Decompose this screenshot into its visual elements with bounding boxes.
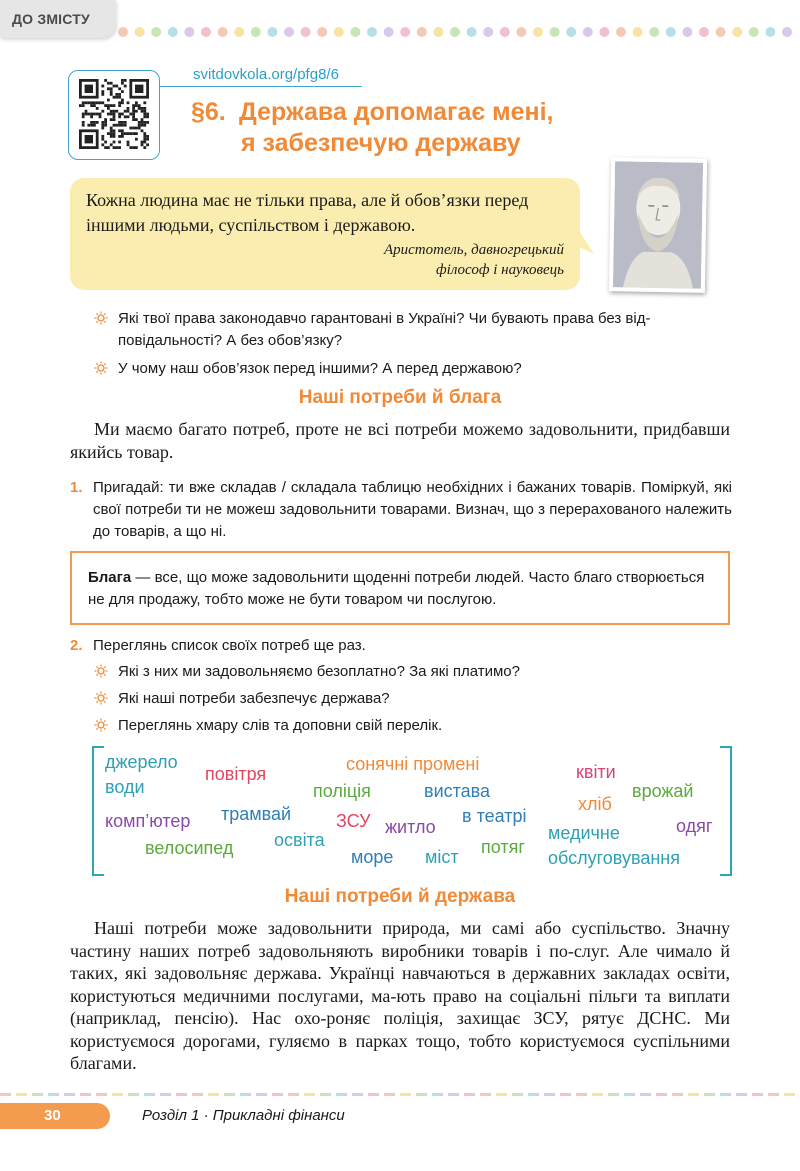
- sun-icon: [94, 311, 108, 325]
- list-item: [94, 661, 734, 683]
- paragraph-text: Ми маємо багато потреб, проте не всі потреби можемо задовольнити, придбавши якийсь товар.: [70, 419, 730, 462]
- sun-icon: [94, 718, 108, 732]
- title-line-1: Держава допомагає мені,: [239, 98, 554, 126]
- list-item: [94, 358, 734, 380]
- chapter-title: Розділ 1 · Прикладні фінанси: [142, 1107, 345, 1124]
- cloud-word: ЗСУ: [336, 811, 371, 831]
- list-item: [94, 308, 734, 352]
- cloud-word: квіти: [576, 762, 616, 782]
- needs-paragraph: [70, 418, 730, 463]
- section-number: §6.: [191, 98, 226, 126]
- definition-body: — все, що може задовольнити щоденні потреби людей. Часто благо створюється не для продажу, тобто може не бути товаром чи послугою.: [88, 569, 705, 608]
- cloud-word: медичне: [548, 823, 620, 843]
- url-underline: [160, 86, 362, 87]
- cloud-word: трамвай: [221, 804, 292, 824]
- cloud-word: вистава: [424, 781, 491, 801]
- section-heading-needs-goods: Наші потреби й блага: [298, 387, 502, 408]
- section-heading-needs-state: Наші потреби й держава: [284, 886, 516, 907]
- intro-questions: [94, 308, 734, 380]
- decorative-dashes: [0, 1093, 800, 1097]
- list-item: [94, 715, 734, 737]
- aristotle-portrait: [609, 157, 707, 293]
- task-number: 1.: [70, 479, 83, 496]
- task-2-bullets: [94, 661, 734, 737]
- cloud-word: комп’ютер: [105, 811, 191, 831]
- task-1: [70, 477, 732, 543]
- list-item: [94, 688, 734, 710]
- task-2: [70, 635, 732, 657]
- cloud-word: житло: [385, 817, 436, 837]
- task-text: Пригадай: ти вже складав / складала таблицю необхідних і бажаних товарів. Поміркуй, які свої потреби ти не можеш задовольнити товарами. Визнач, що з перерахованого належить до товарів, а що ні.: [93, 479, 732, 540]
- task-number: 2.: [70, 637, 83, 654]
- question-text: У чому наш обов’язок перед іншими? А перед державою?: [118, 360, 522, 377]
- bullet-text: Які з них ми задовольняємо безоплатно? За які платимо?: [118, 663, 520, 680]
- definition-box: [70, 551, 730, 625]
- word-cloud: [92, 746, 732, 874]
- qr-code-icon: [79, 79, 149, 149]
- cloud-word: міст: [425, 847, 459, 867]
- quote-author-line-2: філософ і науковець: [436, 262, 564, 278]
- section-title: [191, 97, 554, 159]
- cloud-word: хліб: [578, 794, 612, 814]
- decorative-dots: [118, 26, 798, 38]
- cloud-word: море: [351, 847, 394, 867]
- quote-author-line-1: Аристотель, давногрецький: [383, 242, 564, 258]
- quote-tail: [576, 226, 596, 260]
- quote-text: Кожна людина має не тільки права, але й обов’язки перед іншими людьми, суспільством і державою.: [86, 190, 529, 235]
- bust-image: [613, 161, 703, 289]
- cloud-word: в театрі: [462, 806, 527, 826]
- cloud-word: джерело: [105, 752, 178, 772]
- cloud-word: повітря: [205, 764, 267, 784]
- cloud-word: одяг: [676, 816, 713, 836]
- sun-icon: [94, 664, 108, 678]
- page-number: 30: [44, 1107, 61, 1124]
- toc-label: ДО ЗМІСТУ: [12, 11, 90, 27]
- state-paragraph: [70, 917, 730, 1075]
- question-text: Які твої права законодавчо гарантовані в Україні? Чи бувають права без від-повідальності? А без обов’язку?: [118, 310, 651, 349]
- table-of-contents-button[interactable]: [0, 0, 116, 38]
- quote-author: [300, 240, 564, 280]
- page-number-badge: [0, 1103, 110, 1129]
- cloud-word: велосипед: [145, 838, 234, 858]
- cloud-word: обслуговування: [548, 848, 680, 868]
- bullet-text: Переглянь хмару слів та доповни свій перелік.: [118, 717, 443, 734]
- right-bracket: [720, 746, 732, 876]
- paragraph-text: Наші потреби може задовольнити природа, ми самі або суспільство. Значну частину наших потреб задовольняють виробники товарів і по-слуг. Але чимало й таких, які задовольняє держава. Українці навчаються в державних закладах освіти, користуються медичними послугами, ма-ють право на соціальні пільги та виплати (наприклад, пенсію). Нас охо-роняє поліція, захищає ЗСУ, рятує ДСНС. Ми користуємося дорогами, гуляємо в парках тощо, тобто користуємося суспільними благами.: [70, 918, 730, 1073]
- cloud-word: води: [105, 777, 145, 797]
- task-text: Переглянь список своїх потреб ще раз.: [93, 637, 366, 654]
- sun-icon: [94, 361, 108, 375]
- cloud-word: сонячні промені: [346, 754, 480, 774]
- section-url-link[interactable]: svitdovkola.org/pfg8/6: [193, 66, 339, 83]
- left-bracket: [92, 746, 104, 876]
- definition-text: [88, 567, 710, 611]
- definition-term: Блага: [88, 569, 132, 586]
- qr-code[interactable]: [68, 70, 160, 160]
- title-line-2: я забезпечую державу: [241, 129, 521, 157]
- cloud-word: потяг: [481, 837, 525, 857]
- cloud-word: освіта: [274, 830, 325, 850]
- cloud-word: поліція: [313, 781, 371, 801]
- sun-icon: [94, 691, 108, 705]
- bullet-text: Які наші потреби забезпечує держава?: [118, 690, 390, 707]
- cloud-word: врожай: [632, 781, 694, 801]
